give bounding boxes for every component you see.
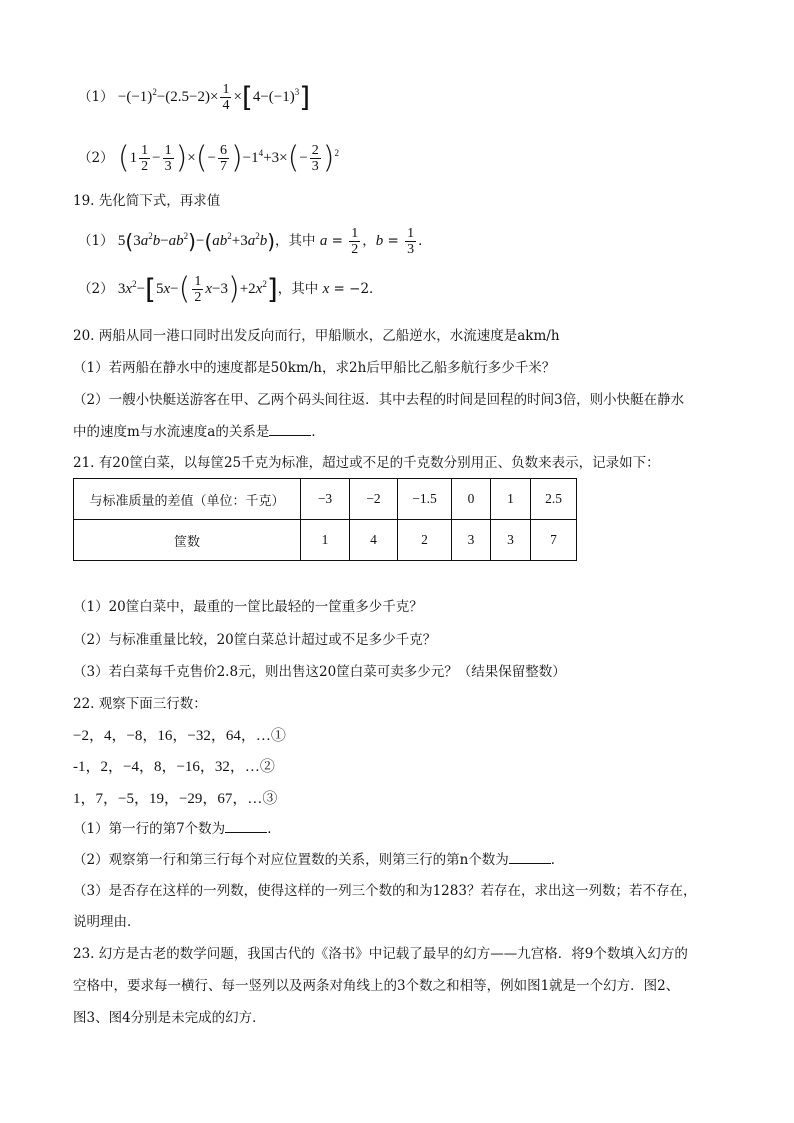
table-cell: −1.5	[398, 479, 452, 520]
q21-part2: （2）与标准重量比较，20筐白菜总计超过或不足多少千克？	[73, 632, 437, 648]
q22-part2: （2）观察第一行和第三行每个对应位置数的关系，则第三行的第n个数为 ．	[73, 852, 565, 868]
table-cell: 7	[531, 520, 577, 561]
q22-row2: -1，2，−4，8，−16，32，…②	[73, 759, 275, 775]
answer-blank	[269, 423, 311, 436]
q22-part3-line1: （3）是否存在这样的一列数，使得这样的一列三个数的和为1283？若存在，求出这一列数；若不存在，	[73, 883, 697, 899]
q23-line3: 图3、图4分别是未完成的幻方．	[73, 1010, 266, 1026]
answer-blank	[225, 820, 267, 833]
table-cell: 0	[452, 479, 491, 520]
q21-weight-table	[73, 478, 577, 561]
q18-part2: （2） (1 $\frac{1}{2}$ − $\frac{1}{3}$ )×(− $\frac{6}{7}$ )$-1^4+3\times(-$ $\frac{2}{3}$ )$^2$	[78, 140, 339, 176]
table-cell: −2	[350, 479, 398, 520]
table-cell: 4	[350, 520, 398, 561]
q22-row3: 1，7，−5，19，−29，67，…③	[73, 791, 278, 807]
q22-part1: （1）第一行的第7个数为 ．	[73, 821, 281, 837]
q18-part2-expression: (1 $\frac{1}{2}$ − $\frac{1}{3}$ )×(− $\frac{6}{7}$ )$-1^4+3\times(-$ $\frac{2}{3}$ )$^2$	[117, 140, 339, 176]
table-header-cell: 与标准质量的差值（单位：千克）	[74, 479, 301, 520]
q21-part1: （1）20筐白菜中，最重的一筐比最轻的一筐重多少千克？	[73, 599, 423, 615]
table-row	[74, 520, 577, 561]
q22-row1: −2，4，−8，16，−32，64，…①	[73, 728, 286, 744]
table-cell: −3	[301, 479, 350, 520]
answer-blank	[509, 851, 551, 864]
table-cell: 2.5	[531, 479, 577, 520]
q20-title: 20. 两船从同一港口同时出发反向而行，甲船顺水，乙船逆水，水流速度是akm/h	[73, 328, 560, 344]
q18-part1: $(1) -(-1)^2-(2.5-2)\times$ $\frac{1}{4}$ $\times[4-(-1)^3]$	[78, 80, 311, 114]
q22-part3-line2: 说明理由．	[73, 914, 141, 930]
q19-part1: （1） $5(3a^2b-ab^2)-(ab^2+3a^2b)$，其中 a = $\frac{1}{2}$ ，b = $\frac{1}{3}$ ．	[78, 226, 432, 257]
table-row	[74, 479, 577, 520]
q23-line2: 空格中，要求每一横行、每一竖列以及两条对角线上的3个数之和相等，例如图1就是一个幻方．图2、	[73, 978, 680, 994]
q23-line1: 23. 幻方是古老的数学问题，我国古代的《洛书》中记载了最早的幻方——九宫格．将9个数填入幻方的	[73, 946, 688, 962]
table-cell: 3	[491, 520, 531, 561]
table-cell: 2	[398, 520, 452, 561]
q21-title: 21. 有20筐白菜，以每筐25千克为标准，超过或不足的千克数分别用正、负数来表示，记录如下：	[73, 455, 660, 471]
q20-part2-line1: （2）一艘小快艇送游客在甲、乙两个码头间往返．其中去程的时间是回程的时间3倍，则小快艇在静水	[73, 392, 685, 408]
table-cell: 1	[491, 479, 531, 520]
table-header-cell: 筐数	[74, 520, 301, 561]
q18-part1-expression: $-(-1)^2-(2.5-2)\times$ $\frac{1}{4}$ $\times[4-(-1)^3]$	[117, 80, 311, 114]
q22-title: 22. 观察下面三行数：	[73, 696, 207, 712]
table-cell: 1	[301, 520, 350, 561]
q21-part3: （3）若白菜每千克售价2.8元，则出售这20筐白菜可卖多少元？（结果保留整数）	[73, 664, 566, 680]
q19-title: 19. 先化简下式，再求值	[73, 193, 221, 209]
q20-part1: （1）若两船在静水中的速度都是50km/h，求2h后甲船比乙船多航行多少千米？	[73, 360, 556, 376]
table-cell: 3	[452, 520, 491, 561]
q20-part2-line2: 中的速度m与水流速度a的关系是 ．	[73, 424, 325, 440]
q19-part2: （2） $3x^2-[5x-$( $\frac{1}{2}$ $x-3)+2x^2$]，其中 x = −2．	[78, 271, 383, 307]
